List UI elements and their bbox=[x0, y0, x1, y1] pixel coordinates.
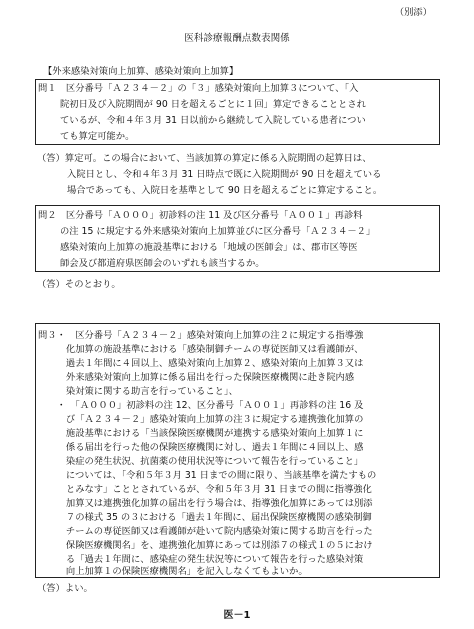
question-1-line: ているが、令和４年３月 31 日以前から継続して入院している患者につい bbox=[60, 115, 366, 126]
question-3-line: 向上加算１の保険医療機関名」を記入しなくてもよいか。 bbox=[38, 566, 308, 577]
question-1-line: ても算定可能か。 bbox=[60, 131, 135, 142]
question-3-line: 外来感染対策向上加算に係る届出を行った保険医療機関に赴き院内感 bbox=[38, 372, 355, 383]
question-2-line: 感染対策向上加算の施設基準における「地域の医師会」は、郡市区等医 bbox=[60, 242, 358, 253]
question-2-line: 問２ 区分番号「Ａ０００」初診料の注 11 及び区分番号「Ａ００１」再診料 bbox=[38, 210, 363, 221]
question-2-box bbox=[35, 205, 440, 272]
question-3-line: る「過去１年間に、感染症の発生状況等について報告を行った感染対策 bbox=[38, 554, 364, 565]
answer-1-line: 場合であっても、入院日を基準として 90 日を超えるごとに算定すること。 bbox=[67, 185, 383, 196]
question-3-line: 化加算の施設基準における「感染制御チームの専従医師又は看護師が、 bbox=[38, 344, 364, 355]
question-2-line: 師会及び都道府県医師会のいずれも該当するか。 bbox=[60, 258, 265, 269]
question-3-line: については、「令和５年３月 31 日までの間に限り、当該基準を満たすもの bbox=[38, 470, 377, 481]
question-3-line: 問３・ 区分番号「Ａ２３４－２」感染対策向上加算の注２に規定する指導強 bbox=[38, 330, 364, 341]
question-3-line: 施設基準における「当該保険医療機関が連携する感染対策向上加算１に bbox=[38, 428, 364, 439]
question-3-box bbox=[35, 323, 440, 578]
question-3-line: 加算又は連携強化加算の届出を行う場合は、指導強化加算にあっては別添 bbox=[38, 498, 373, 509]
question-3-line: 染症の発生状況、抗菌薬の使用状況等について報告を行っていること」 bbox=[38, 456, 364, 467]
question-3-line: び「Ａ２３４－２」感染対策向上加算の注３に規定する連携強化加算の bbox=[38, 414, 364, 425]
question-3-line: とみなす」こととされているが、令和５年３月 31 日までの間に指導強化 bbox=[38, 484, 372, 495]
answer-1-line: （答）算定可。この場合において、当該加算の算定に係る入院期間の起算日は、 bbox=[37, 153, 372, 164]
page-number: 医－1 bbox=[223, 610, 251, 621]
question-1-box bbox=[35, 79, 440, 145]
answer-2-line: （答）そのとおり。 bbox=[37, 279, 121, 290]
question-3-line: チームの専従医師又は看護師が赴いて院内感染対策に関する助言を行った bbox=[38, 526, 373, 537]
question-3-line: 保険医療機関名」を、連携強化加算にあっては別添７の様式１の５におけ bbox=[38, 540, 373, 551]
question-1-line: 院初日及び入院期間が 90 日を超えるごとに１回」算定できることとされ bbox=[60, 99, 366, 110]
question-3-line: 染対策に関する助言を行っていること」、 bbox=[38, 386, 238, 397]
section-heading: 【外来感染対策向上加算、感染対策向上加算】 bbox=[43, 66, 239, 77]
question-3-line: 過去１年間に４回以上、感染対策向上加算２、感染対策向上加算３又は bbox=[38, 358, 364, 369]
question-1-line: 問１ 区分番号「Ａ２３４－２」の「３」感染対策向上加算３について、「入 bbox=[38, 83, 359, 94]
question-2-line: の注 15 に規定する外来感染対策向上加算並びに区分番号「Ａ２３４－２」 bbox=[60, 226, 376, 237]
attachment-label: （別添） bbox=[394, 7, 432, 18]
document-title: 医科診療報酬点数表関係 bbox=[184, 33, 290, 44]
question-3-line: 係る届出を行った他の保険医療機関に対し、過去１年間に４回以上、感 bbox=[38, 442, 364, 453]
question-3-line: ７の様式 35 の３における「過去１年間に、届出保険医療機関の感染制御 bbox=[38, 512, 372, 523]
answer-1-line: 入院日とし、令和４年３月 31 日時点で既に入院期間が 90 日を超えている bbox=[67, 169, 382, 180]
question-3-line: ・ 「Ａ０００」初診料の注 12、区分番号「Ａ００１」再診料の注 16 及 bbox=[38, 400, 364, 411]
answer-3-line: （答）よい。 bbox=[37, 583, 93, 594]
